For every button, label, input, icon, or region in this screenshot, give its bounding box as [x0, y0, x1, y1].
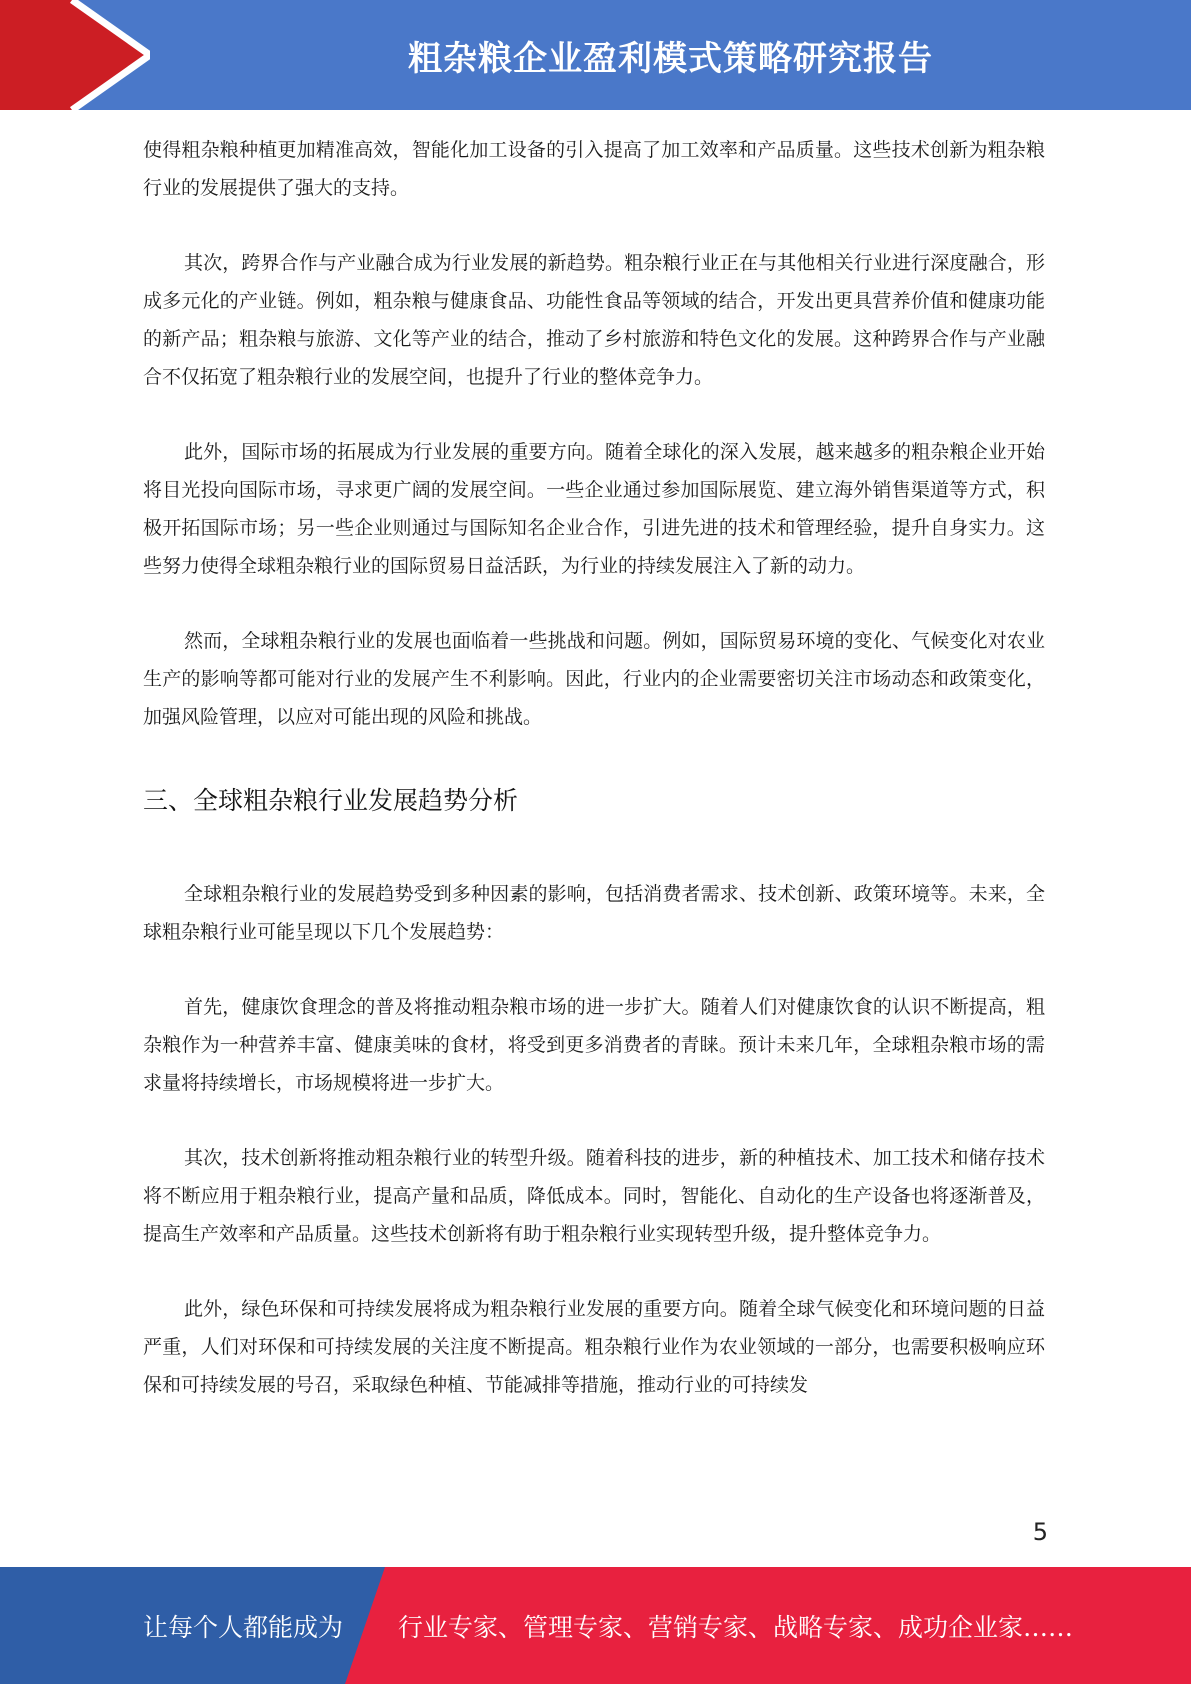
footer-slogan-left: 让每个人都能成为 — [143, 1612, 344, 1642]
paragraph: 首先，健康饮食理念的普及将推动粗杂粮市场的进一步扩大。随着人们对健康饮食的认识不断提高，粗杂粮作为一种营养丰富、健康美味的食材，将受到更多消费者的青睐。预计未来几年，全球粗杂粮市场的需求量将持续增长，市场规模将进一步扩大。 — [143, 996, 1045, 1094]
document-title: 粗杂粮企业盈利模式策略研究报告 — [408, 38, 933, 79]
page-footer — [0, 1567, 1191, 1684]
section-heading: 三、全球粗杂粮行业发展趋势分析 — [143, 786, 519, 815]
document-body — [143, 131, 1045, 1441]
paragraph: 全球粗杂粮行业的发展趋势受到多种因素的影响，包括消费者需求、技术创新、政策环境等。未来，全球粗杂粮行业可能呈现以下几个发展趋势： — [143, 883, 1045, 943]
page-header — [0, 0, 1191, 110]
paragraph: 其次，技术创新将推动粗杂粮行业的转型升级。随着科技的进步，新的种植技术、加工技术和储存技术将不断应用于粗杂粮行业，提高产量和品质，降低成本。同时，智能化、自动化的生产设备也将逐渐普及，提高生产效率和产品质量。这些技术创新将有助于粗杂粮行业实现转型升级，提升整体竞争力。 — [143, 1147, 1045, 1245]
paragraph: 然而，全球粗杂粮行业的发展也面临着一些挑战和问题。例如，国际贸易环境的变化、气候变化对农业生产的影响等都可能对行业的发展产生不利影响。因此，行业内的企业需要密切关注市场动态和政策变化，加强风险管理，以应对可能出现的风险和挑战。 — [143, 630, 1045, 728]
footer-slogan-right: 行业专家、管理专家、营销专家、战略专家、成功企业家…… — [398, 1612, 1074, 1642]
paragraph: 其次，跨界合作与产业融合成为行业发展的新趋势。粗杂粮行业正在与其他相关行业进行深度融合，形成多元化的产业链。例如，粗杂粮与健康食品、功能性食品等领域的结合，开发出更具营养价值和健康功能的新产品；粗杂粮与旅游、文化等产业的结合，推动了乡村旅游和特色文化的发展。这种跨界合作与产业融合不仅拓宽了粗杂粮行业的发展空间，也提升了行业的整体竞争力。 — [143, 252, 1045, 388]
page-number: 5 — [1032, 1518, 1048, 1546]
paragraph-continued: 使得粗杂粮种植更加精准高效，智能化加工设备的引入提高了加工效率和产品质量。这些技术创新为粗杂粮行业的发展提供了强大的支持。 — [143, 139, 1045, 199]
paragraph: 此外，国际市场的拓展成为行业发展的重要方向。随着全球化的深入发展，越来越多的粗杂粮企业开始将目光投向国际市场，寻求更广阔的发展空间。一些企业通过参加国际展览、建立海外销售渠道等方式，积极开拓国际市场；另一些企业则通过与国际知名企业合作，引进先进的技术和管理经验，提升自身实力。这些努力使得全球粗杂粮行业的国际贸易日益活跃，为行业的持续发展注入了新的动力。 — [143, 441, 1045, 577]
paragraph: 此外，绿色环保和可持续发展将成为粗杂粮行业发展的重要方向。随着全球气候变化和环境问题的日益严重，人们对环保和可持续发展的关注度不断提高。粗杂粮行业作为农业领域的一部分，也需要积极响应环保和可持续发展的号召，采取绿色种植、节能减排等措施，推动行业的可持续发 — [143, 1298, 1045, 1396]
chevron-right-icon — [0, 0, 150, 110]
